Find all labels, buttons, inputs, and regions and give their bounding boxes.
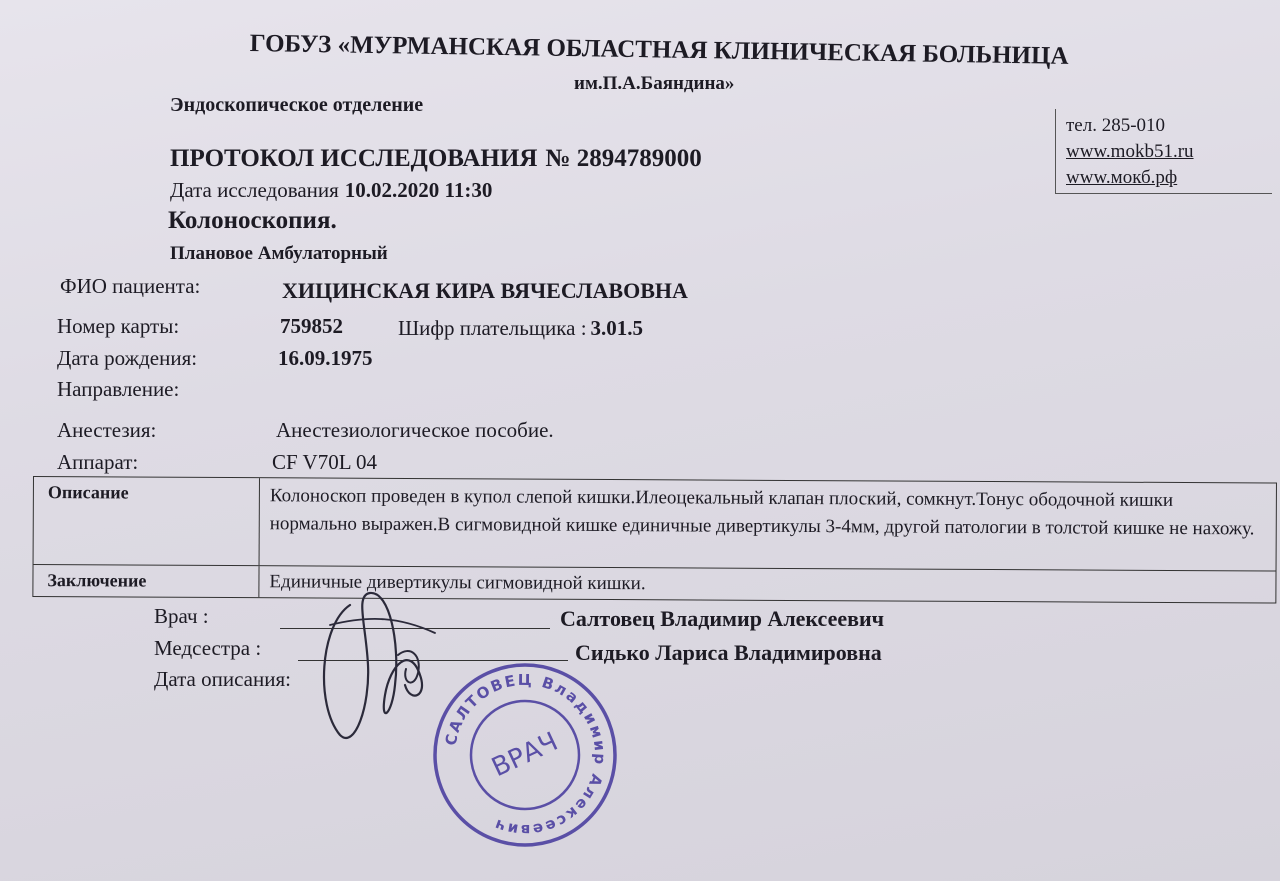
protocol-title: [170, 145, 702, 173]
referral-label: Направление:: [57, 377, 180, 401]
stamp-ring-text: САЛТОВЕЦ Владимир Алексеевич: [441, 670, 610, 840]
doctor-stamp: [425, 655, 625, 855]
table-row-description: [34, 477, 1276, 572]
contacts-box: [1055, 109, 1272, 194]
contact-website-link[interactable]: www.mokb51.ru: [1066, 141, 1194, 162]
device-label: Аппарат:: [57, 450, 139, 474]
payer-code-label: Шифр плательщика :: [398, 316, 587, 340]
exam-date-value: 10.02.2020 11:30: [344, 178, 493, 202]
nurse-label: Медсестра :: [154, 636, 262, 660]
results-table: [32, 476, 1277, 604]
description-label: Описание: [34, 477, 260, 565]
procedure-name: Колоноскопия.: [168, 207, 337, 234]
nurse-name: Сидько Лариса Владимировна: [575, 640, 882, 665]
hospital-name-line2: им.П.А.Баяндина»: [574, 73, 735, 94]
conclusion-text: Единичные дивертикулы сигмовидной кишки.: [269, 571, 646, 595]
anesthesia-value: Анестезиологическое пособие.: [276, 418, 554, 442]
birth-date-label: Дата рождения:: [57, 346, 198, 370]
contact-website-rf-link[interactable]: www.мокб.рф: [1066, 167, 1178, 188]
protocol-number: № 2894789000: [545, 145, 702, 172]
stamp-center-text: ВРАЧ: [487, 726, 563, 784]
patient-name-label: ФИО пациента:: [60, 274, 201, 298]
conclusion-label: Заключение: [33, 565, 259, 597]
payer-code: [398, 316, 643, 341]
description-date-label: Дата описания:: [154, 667, 291, 691]
card-number-label: Номер карты:: [57, 314, 180, 338]
payer-code-value: 3.01.5: [590, 316, 644, 340]
doctor-label: Врач :: [154, 604, 209, 628]
department-name: Эндоскопическое отделение: [170, 94, 424, 116]
visit-type: Плановое Амбулаторный: [170, 243, 388, 264]
card-number-value: 759852: [280, 314, 343, 338]
protocol-title-text: ПРОТОКОЛ ИССЛЕДОВАНИЯ: [170, 145, 538, 172]
exam-date: [170, 178, 492, 203]
description-text: Колоноскоп проведен в купол слепой кишки.Илеоцекальный клапан плоский, сомкнут.Тонус ободочной кишки нормально выражен.В сигмовидной кишке единичные дивертикулы 3-4мм, другой патологии в толстой кишке не нахожу.: [269, 485, 1255, 540]
contact-phone: тел. 285-010: [1066, 115, 1166, 136]
hospital-name: ГОБУЗ «МУРМАНСКАЯ ОБЛАСТНАЯ КЛИНИЧЕСКАЯ БОЛЬНИЦА: [249, 30, 1069, 70]
doctor-name: Салтовец Владимир Алексеевич: [560, 606, 885, 631]
exam-date-label: Дата исследования: [170, 178, 339, 202]
birth-date-value: 16.09.1975: [278, 346, 373, 370]
device-value: CF V70L 04: [272, 450, 378, 474]
patient-name-value: ХИЦИНСКАЯ КИРА ВЯЧЕСЛАВОВНА: [282, 278, 688, 303]
table-row-conclusion: [33, 565, 1275, 603]
anesthesia-label: Анестезия:: [57, 418, 157, 442]
